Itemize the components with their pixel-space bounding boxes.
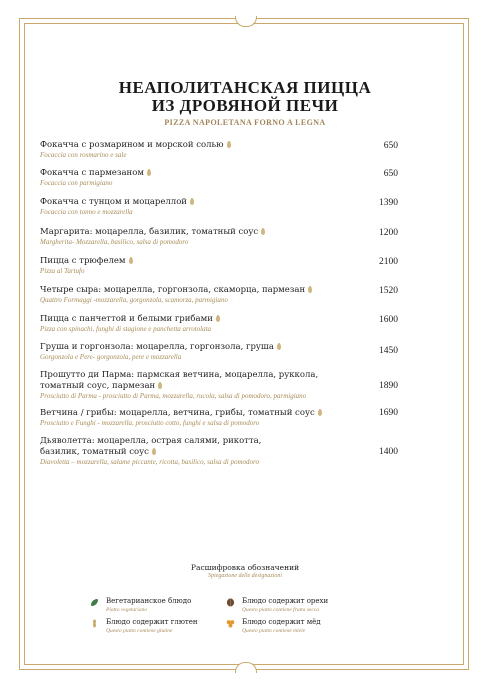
dish-name-italian: Prosciutto di Parma - prosciutto di Parma, mozzarella, rucola, salsa di pomodoro, parmigiano — [40, 392, 307, 400]
dish-name-text: Маргарита: моцарелла, базилик, томатный соус — [40, 227, 259, 237]
menu-item — [40, 227, 398, 247]
dish-name-text: Фокачча с розмарином и морской солью — [40, 140, 224, 150]
dish-name-text: томатный соус, пармезан — [40, 381, 156, 391]
dish-name-italian: Focaccia con rosmarino e sale — [40, 151, 127, 159]
dish-name — [40, 314, 392, 325]
menu-item — [40, 256, 398, 276]
gluten-icon — [308, 286, 312, 293]
dish-price: 2100 — [379, 257, 398, 267]
page-title-line2: ИЗ ДРОВЯНОЙ ПЕЧИ — [151, 96, 339, 115]
gluten-icon — [147, 169, 151, 176]
honey-icon — [226, 619, 235, 628]
menu-item — [40, 370, 398, 401]
dish-name — [40, 342, 392, 353]
dish-name-italian: Prosciutto e Funghi - mozzarella, prosciutto cotto, funghi e salsa di pomodoro — [40, 419, 260, 427]
gluten-icon — [152, 448, 156, 455]
legend-label: Блюдо содержит глютен — [106, 618, 198, 626]
page-title-line1: НЕАПОЛИТАНСКАЯ ПИЦЦА — [118, 78, 372, 97]
dish-name-line2 — [40, 447, 392, 458]
dish-name-line2 — [40, 381, 392, 392]
gluten-icon — [129, 257, 133, 264]
leaf-icon — [90, 598, 99, 607]
menu-item — [40, 285, 398, 305]
legend-label-italian: Questo piatto contiene miele — [242, 628, 306, 634]
dish-name-text: Прошутто ди Парма: пармская ветчина, моцарелла, руккола, — [40, 370, 319, 380]
gluten-icon — [318, 409, 322, 416]
dish-name-italian: Gorgonzola e Pere- gorgonzola, pere e mozzarella — [40, 353, 182, 361]
dish-name — [40, 168, 392, 179]
menu-item — [40, 408, 398, 428]
dish-name-text: Фокачча с пармезаном — [40, 168, 144, 178]
legend-subtitle: Spiegazione delle designazioni — [208, 573, 282, 579]
dish-name — [40, 227, 392, 238]
dish-price: 1890 — [379, 381, 398, 391]
dish-name-italian: Margherita- Mozzarella, basilico, salsa di pomodoro — [40, 238, 189, 246]
dish-name-italian: Diavoletta – mozzarella, salame piccante, ricotta, basilico, salsa di pomodoro — [40, 458, 259, 466]
wheat-icon — [90, 619, 99, 628]
menu-item — [40, 314, 398, 334]
dish-name-italian: Pizza al Tartufo — [40, 267, 85, 275]
gluten-icon — [216, 315, 220, 322]
dish-name — [40, 436, 392, 458]
gluten-icon — [190, 198, 194, 205]
legend-title: Расшифровка обозначений — [190, 563, 300, 572]
menu-item — [40, 436, 398, 467]
dish-price: 1400 — [379, 447, 398, 457]
dish-name-italian: Focaccia con parmigiano — [40, 179, 113, 187]
dish-price: 650 — [383, 169, 398, 179]
dish-name — [40, 140, 392, 151]
dish-price: 1390 — [379, 198, 398, 208]
legend-label: Блюдо содержит мёд — [242, 618, 321, 626]
legend-label: Вегетарианское блюдо — [106, 597, 192, 605]
dish-name — [40, 408, 392, 419]
dish-name-text: Четыре сыра: моцарелла, горгонзола, скаморца, пармезан — [40, 285, 306, 295]
menu-item — [40, 140, 398, 160]
dish-name-italian: Quattro Formaggi -mozzarella, gorgonzola, scamorza, parmigiano — [40, 296, 228, 304]
legend-label-italian: Piatto vegetariano — [106, 607, 148, 613]
dish-name-text: Груша и горгонзола: моцарелла, горгонзола, груша — [40, 342, 274, 352]
dish-name-text: Пицца с панчеттой и белыми грибами — [40, 314, 213, 324]
gluten-icon — [227, 141, 231, 148]
dish-price: 1450 — [379, 346, 398, 356]
dish-price: 1690 — [379, 408, 398, 418]
frame-ornament-bottom — [235, 662, 257, 673]
dish-price: 1600 — [379, 315, 398, 325]
dish-name-text: Ветчина / грибы: моцарелла, ветчина, грибы, томатный соус — [40, 408, 315, 418]
dish-name — [40, 197, 392, 208]
menu-item — [40, 168, 398, 188]
dish-name — [40, 285, 392, 296]
dish-name-text: Фокачча с тунцом и моцареллой — [40, 197, 187, 207]
dish-name-text: Пицца с трюфелем — [40, 256, 126, 266]
nut-icon — [226, 598, 235, 607]
dish-name — [40, 370, 392, 392]
dish-name-text: базилик, томатный соус — [40, 447, 149, 457]
menu-item — [40, 342, 398, 362]
dish-name-text: Дьяволетта: моцарелла, острая салями, рикотта, — [40, 436, 262, 446]
dish-name-italian: Focaccia con tonno e mozzarella — [40, 208, 133, 216]
legend-label: Блюдо содержит орехи — [242, 597, 329, 605]
dish-name — [40, 256, 392, 267]
dish-price: 650 — [383, 141, 398, 151]
gluten-icon — [158, 382, 162, 389]
legend-label-italian: Questo piatto contiene glutine — [106, 628, 173, 634]
dish-price: 1520 — [379, 286, 398, 296]
menu-item — [40, 197, 398, 217]
dish-name-italian: Pizza con spinachi, funghi di stagione e panchetta arrotolata — [40, 325, 212, 333]
page-subtitle: PIZZA NAPOLETANA FORNO A LEGNA — [164, 118, 326, 127]
gluten-icon — [261, 228, 265, 235]
gluten-icon — [277, 343, 281, 350]
legend-label-italian: Questo piatto contiene frutta secca — [242, 607, 319, 613]
dish-price: 1200 — [379, 228, 398, 238]
